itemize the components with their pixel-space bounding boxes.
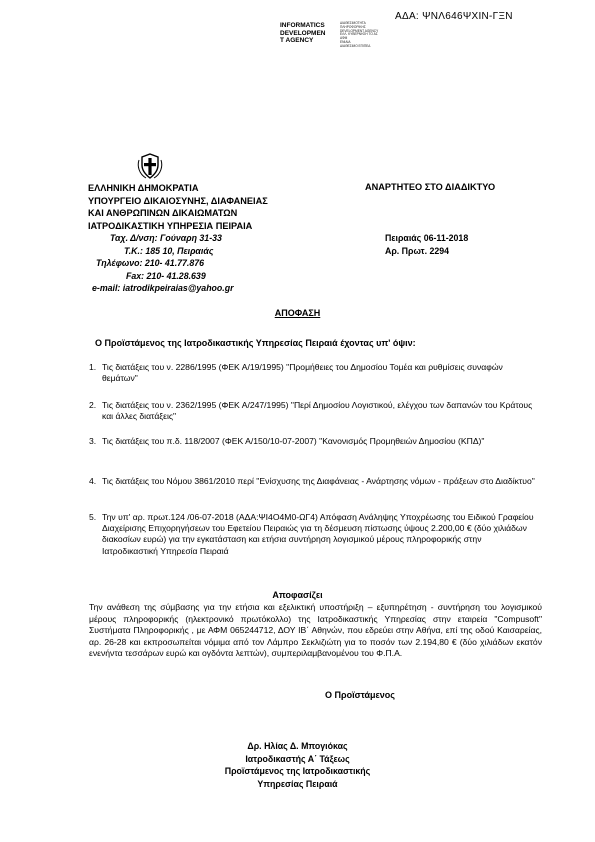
posted-online-label: ΑΝΑΡΤΗΤΕΟ ΣΤΟ ΔΙΑΔΙΚΤΥΟ [365,182,496,192]
list-item [89,436,537,447]
logo-line: INFORMATICS [280,22,325,29]
list-item [89,400,537,422]
agency-logo-text [280,22,326,45]
signature-line: Υπηρεσίας Πειραιά [257,778,338,789]
ada-code: ΑΔΑ: ΨΝΛ646ΨΧΙΝ-ΓΞΝ [395,11,513,22]
item-number: 3. [89,436,97,446]
item-text: Τις διατάξεις του ν. 2362/1995 (ΦΕΚ Α/247/1995) "Περί Δημοσίου Λογιστικού, ελέγχου των δαπανών του Κράτους και άλλες διατάξεις" [102,400,533,422]
item-text: Τις διατάξεις του ν. 2286/1995 (ΦΕΚ Α/19/1995) "Προμήθειες του Δημοσίου Τομέα και ρυθμίσεις συναφών θεμάτων" [102,362,503,384]
item-number: 4. [89,476,97,486]
agency-logo-small-text [340,22,392,49]
address-postal: Τ.Κ.: 185 10, Πειραιάς [124,245,214,256]
logo-small-line: ΔΙΑΘΕΣΙΜΟ ΕΠΙΠΕΔ [340,43,371,48]
signature-block [0,740,595,790]
item-number: 1. [89,362,97,372]
org-line: ΙΑΤΡΟΔΙΚΑΣΤΙΚΗ ΥΠΗΡΕΣΙΑ ΠΕΙΡΑΙΑ [88,220,253,231]
item-number: 5. [89,512,97,522]
logo-line: T AGENCY [280,37,314,45]
org-line: ΥΠΟΥΡΓΕΙΟ ΔΙΚΑΙΟΣΥΝΗΣ, ΔΙΑΦΑΝΕΙΑΣ [88,195,268,206]
list-item [89,476,537,487]
logo-small-line: ΑΦΜ [340,36,348,41]
decision-heading: Αποφασίζει [272,590,323,600]
list-item [89,512,537,557]
item-text: Τις διατάξεις του Νόμου 3861/2010 περί "Ενίσχυσης της Διαφάνειας - Ανάρτησης νόμων - πράξεων στο Διαδίκτυο" [102,476,535,486]
place-date: Πειραιάς 06-11-2018 [385,233,469,243]
logo-small-line: ΕΛΛ. ΚΥΒΕΡΝΗΣΗ ΤΟ ΑΣ [340,32,378,37]
address-fax: Fax: 210- 41.28.639 [126,270,206,281]
address-email: e-mail: iatrodikpeiraias@yahoo.gr [92,283,234,293]
item-text: Την υπ' αρ. πρωτ.124 /06-07-2018 (ΑΔΑ:ΨΙ4Ο4Μ0-ΩΓ4) Απόφαση Ανάληψης Υποχρέωσης του Ειδικού Γραφείου Διαχείρισης Επιχορηγήσεων του Εφετείου Πειραιώς για τη δέσμευση πίστωσης ύψους 2.200,00 € (δύο χιλιάδων διακοσίων ευρώ) για την εγκατάσταση και ετήσια συντήρηση λογισμικού μέρους πληροφορικής στην Ιατροδικαστική Υπηρεσία Πειραιά [102,512,534,556]
logo-small-line: ΔΙΑΘΕΣΙΜΟΤΗΤΑ [340,21,366,25]
logo-line: DEVELOPMEN [280,29,326,37]
org-line: ΚΑΙ ΑΝΘΡΩΠΙΝΩΝ ΔΙΚΑΙΩΜΑΤΩΝ [88,208,238,218]
date-protocol-block [385,232,468,257]
logo-small-line: ΕΝΙΑΙΑ [340,39,351,44]
list-item [89,362,537,384]
document-title: ΑΠΟΦΑΣΗ [274,308,321,318]
signature-line: Δρ. Ηλίας Δ. Μπογιόκας [247,741,348,751]
item-number: 2. [89,400,97,410]
decision-text: Την ανάθεση της σύμβασης για την ετήσια και εξελικτική υποστήριξη – εξυπηρέτηση - συντήρηση του λογισμικού μέρους πληροφορικής (ηλεκτρονικό πρωτόκολλο) της Ιατροδικαστικής Υπηρεσίας στην εταιρεία "Compusoft" Συστήματα Πληροφορικής , με ΑΦΜ 065244712, ΔΟΥ ΙΒ΄ Αθηνών, που εδρεύει στην Αθήνα, επί της οδού Καισαρείας, αρ. 26-28 και εκπροσωπείται νόμιμα από τον Λάμπρο Σεκλιζιώτη για το ποσόν των 2.194,80 € (δύο χιλιάδων εκατόν ενενήντα τεσσάρων ευρώ και ογδόντα λεπτών), συμπεριλαμβανομένου του Φ.Π.Α. [89,602,542,659]
protocol-number: Αρ. Πρωτ. 2294 [385,245,450,256]
head-title: Ο Προϊστάμενος [325,690,395,700]
organization-header [88,182,268,232]
org-line: ΕΛΛΗΝΙΚΗ ΔΗΜΟΚΡΑΤΙΑ [88,183,199,193]
address-phone: Τηλέφωνο: 210- 41.77.876 [96,258,205,268]
address-block [92,232,234,295]
logo-small-line: DEVELOPMENT AGENCY [340,28,379,33]
signature-line: Προϊστάμενος της Ιατροδικαστικής [224,766,371,776]
greek-emblem-icon [136,152,164,180]
address-street: Ταχ. Δ/νση: Γούναρη 31-33 [110,233,222,243]
intro-statement: Ο Προϊστάμενος της Ιατροδικαστικής Υπηρεσίας Πειραιά έχοντας υπ' όψιν: [95,338,416,348]
signature-line: Ιατροδικαστής Α΄ Τάξεως [245,753,350,764]
item-text: Τις διατάξεις του π.δ. 118/2007 (ΦΕΚ Α/150/10-07-2007) "Κανονισμός Προμηθειών Δημοσίου (ΚΠΔ)" [102,436,485,446]
logo-small-line: ΠΛΗΡΟΦΟΡΙΚΗΣ [340,24,366,29]
